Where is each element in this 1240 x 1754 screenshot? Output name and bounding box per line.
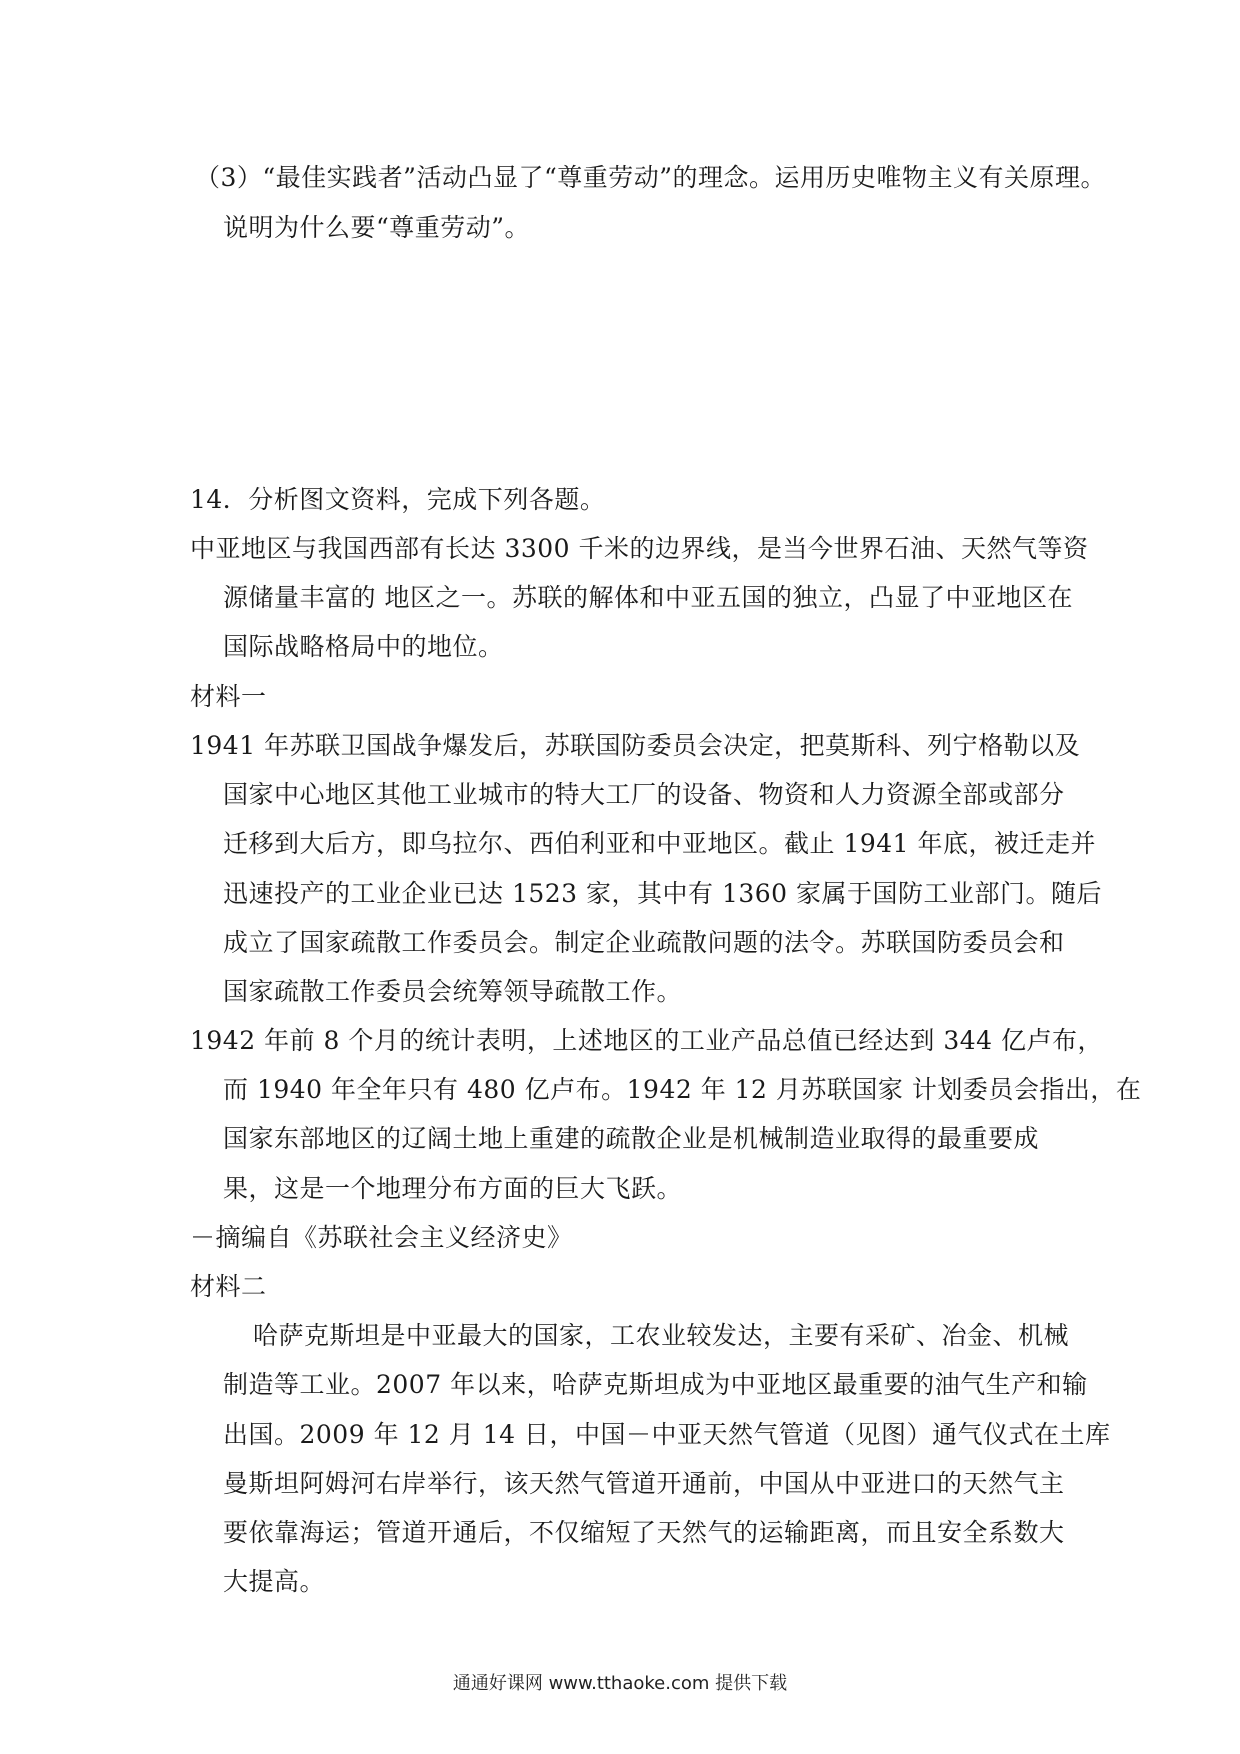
material-1-source: －摘编自《苏联社会主义经济史》 — [190, 1223, 573, 1252]
question-3-line-1: （3）“最佳实践者”活动凸显了“尊重劳动”的理念。运用历史唯物主义有关原理。 — [195, 163, 1107, 192]
material-2-line: 要依靠海运；管道开通后，不仅缩短了天然气的运输距离，而且安全系数大 — [223, 1518, 1065, 1547]
question-3-line-2: 说明为什么要“尊重劳动”。 — [223, 213, 531, 242]
intro-line: 中亚地区与我国西部有长达 3300 千米的边界线，是当今世界石油、天然气等资 — [190, 534, 1089, 563]
material-1-line: 成立了国家疏散工作委员会。制定企业疏散问题的法令。苏联国防委员会和 — [223, 928, 1065, 957]
material-1-line: 国家中心地区其他工业城市的特大工厂的设备、物资和人力资源全部或部分 — [223, 780, 1065, 809]
question-14-heading: 14．分析图文资料，完成下列各题。 — [190, 485, 606, 514]
material-2-line: 曼斯坦阿姆河右岸举行，该天然气管道开通前，中国从中亚进口的天然气主 — [223, 1469, 1065, 1498]
intro-line: 国际战略格局中的地位。 — [223, 632, 504, 661]
material-2-line: 大提高。 — [223, 1567, 326, 1596]
material-1-line: 国家疏散工作委员会统筹领导疏散工作。 — [223, 977, 683, 1006]
material-1-line: 1941 年苏联卫国战争爆发后，苏联国防委员会决定，把莫斯科、列宁格勒以及 — [190, 731, 1081, 760]
material-2-label: 材料二 — [190, 1272, 267, 1301]
material-1-line: 1942 年前 8 个月的统计表明，上述地区的工业产品总值已经达到 344 亿卢布， — [190, 1026, 1103, 1055]
material-1-line: 果，这是一个地理分布方面的巨大飞跃。 — [223, 1174, 683, 1203]
page-footer: 通通好课网 www.tthaoke.com 提供下载 — [452, 1673, 788, 1694]
material-1-line: 迅速投产的工业企业已达 1523 家，其中有 1360 家属于国防工业部门。随后 — [223, 879, 1103, 908]
material-1-line: 国家东部地区的辽阔土地上重建的疏散企业是机械制造业取得的最重要成 — [223, 1124, 1040, 1153]
intro-line: 源储量丰富的 地区之一。苏联的解体和中亚五国的独立，凸显了中亚地区在 — [223, 583, 1073, 612]
material-1-label: 材料一 — [190, 682, 267, 711]
material-2-line: 出国。2009 年 12 月 14 日，中国－中亚天然气管道（见图）通气仪式在土库 — [223, 1420, 1111, 1449]
material-1-line: 而 1940 年全年只有 480 亿卢布。1942 年 12 月苏联国家 计划委员会指出，在 — [223, 1075, 1142, 1104]
material-1-line: 迁移到大后方，即乌拉尔、西伯利亚和中亚地区。截止 1941 年底，被迁走并 — [223, 829, 1097, 858]
material-2-line: 哈萨克斯坦是中亚最大的国家，工农业较发达，主要有采矿、冶金、机械 — [253, 1321, 1070, 1350]
material-2-line: 制造等工业。2007 年以来，哈萨克斯坦成为中亚地区最重要的油气生产和输 — [223, 1370, 1088, 1399]
